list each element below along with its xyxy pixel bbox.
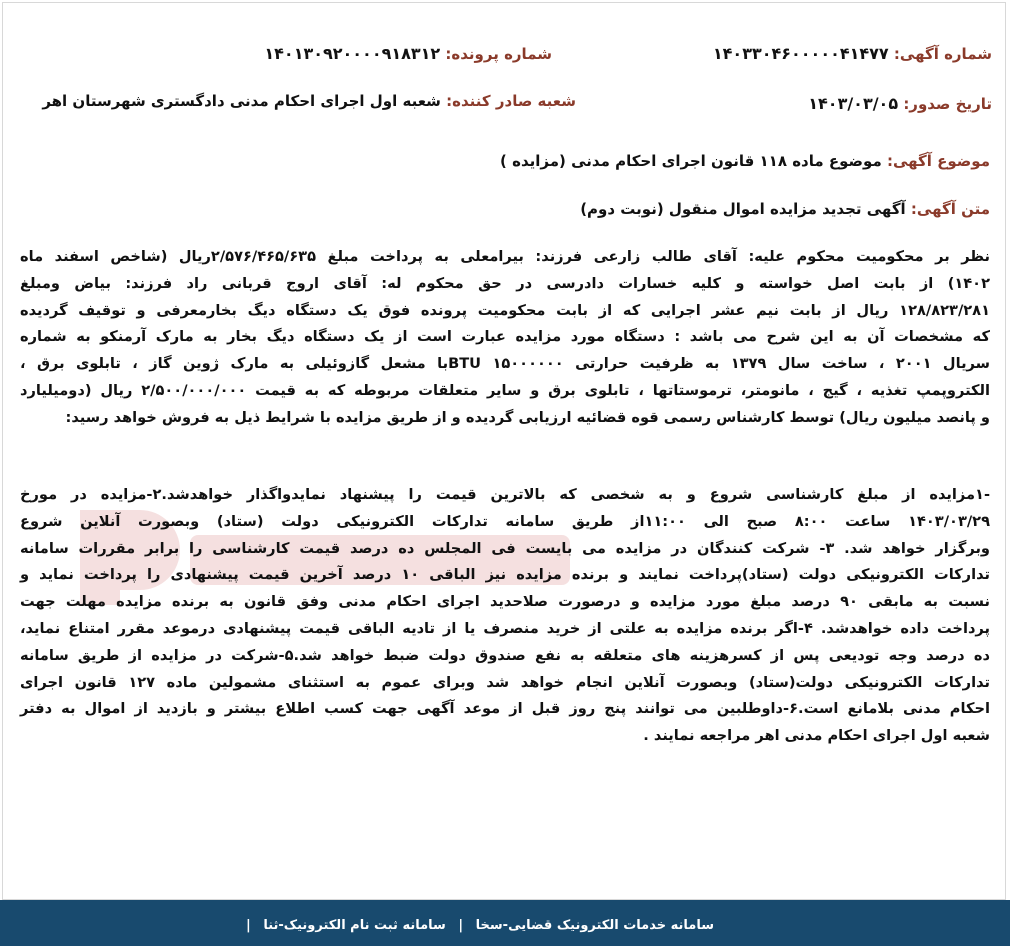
footer-separator: | (458, 918, 464, 933)
paragraph-auction-conditions (20, 482, 990, 750)
paragraph-line: الکتروپمپ تغذیه ، گیج ، مانومتر، ترموستاتها ، تابلوی برق و سایر متعلقات مربوطه که به قیمت ۲/۵۰۰/۰۰۰/۰۰۰ ریال (دومیلیارد (20, 381, 990, 399)
issue-date-label: تاریخ صدور: (903, 95, 992, 113)
announcement-frame (2, 2, 1006, 900)
paragraph-line: نسبت به مابقی ۹۰ درصد مبلغ مورد مزایده و درصورت صلاحدید اجرای احکام مدنی وفق قانون به برنده مزایده مهلت جهت (20, 593, 990, 611)
case-number-row (264, 44, 552, 63)
text-title-row (580, 200, 990, 218)
subject-label: موضوع آگهی: (886, 152, 990, 170)
paragraph-line: ۱۴۰۲) از بابت اصل خواسته و کلیه خسارات دادرسی در حق محکوم له: آقای اروج قربانی راد فرزند: بیاض ومبلغ (20, 274, 990, 292)
issue-date-row (808, 94, 992, 113)
paragraph-line: -۱مزایده از مبلغ کارشناسی شروع و به شخصی که بالاترین قیمت را پیشنهاد نمایدواگذار خواهدشد.۲-مزایده در مورخ (20, 486, 990, 503)
paragraph-line: که مشخصات آن به این شرح می باشد : دستگاه مورد مزایده عبارت است از یک دستگاه دیگ بخار به مارک آرمنکو به شماره (20, 328, 990, 346)
paragraph-line: پرداخت داده خواهدشد. ۴-اگر برنده مزایده به علتی از خرید منصرف یا از تادیه الباقی قیمت پیشنهادی درموعد مقرر امتناع نماید، (20, 619, 990, 637)
text-title: آگهی تجدید مزایده اموال منقول (نوبت دوم) (580, 200, 906, 218)
paragraph-line: احکام مدنی بلامانع است.۶-داوطلبین می توانند پنج روز قبل از موعد آگهی جهت کسب اطلاع بیشتر و بازدید از اموال به دفتر (20, 700, 990, 718)
ad-number-label: شماره آگهی: (893, 45, 992, 63)
paragraph-line: ۱۲۸/۸۲۳/۲۸۱ ریال از بابت نیم عشر اجرایی که از بابت محکومیت پرونده فوق یک دستگاه دیگ بخارمعرفی و توقیف گردیده (20, 301, 990, 319)
ad-number-row (713, 44, 992, 63)
paragraph-case-details (20, 244, 990, 432)
paragraph-line: تدارکات الکترونیکی دولت (ستاد)پرداخت نمایند و برنده مزایده نیز الباقی ۱۰ درصد آخرین قیمت پیشنهادی را پرداخت نماید و (20, 566, 990, 584)
issue-date-value: ۱۴۰۳/۰۳/۰۵ (808, 94, 899, 113)
paragraph-line: سریال ۲۰۰۱ ، ساخت سال ۱۳۷۹ به ظرفیت حرارتی ۱۵۰۰۰۰۰۰ BTUبا مشعل گازوئیلی به مارک ژوین گاز ، تابلوی برق ، (20, 355, 990, 373)
branch-label: شعبه صادر کننده: (446, 92, 576, 110)
case-number-label: شماره پرونده: (445, 45, 552, 63)
branch-row (42, 92, 576, 110)
paragraph-line: ده درصد وجه تودیعی پس از کسرهزینه های متعلقه به نفع صندوق دولت ضبط خواهد شد.۵-شرکت در مزایده از طریق سامانه (20, 646, 990, 664)
paragraph-line: تدارکات الکترونیکی دولت(ستاد) وبصورت آنلاین انجام خواهد شد وبرای عموم به استثنای مشمولین ماده ۱۲۷ قانون اجرای (20, 673, 990, 691)
text-label: متن آگهی: (910, 200, 990, 218)
footer-link-sana[interactable]: سامانه ثبت نام الکترونیک-ثنا (263, 918, 446, 933)
paragraph-line: وبرگزار خواهد شد. ۳- شرکت کنندگان در مزایده می بایست فی المجلس ده درصد قیمت کارشناسی را برابر مقررات سامانه (20, 539, 990, 557)
subject-row (500, 152, 990, 170)
subject-value: موضوع ماده ۱۱۸ قانون اجرای احکام مدنی (مزایده ) (500, 152, 882, 170)
paragraph-line: نظر بر محکومیت محکوم علیه: آقای طالب زارعی فرزند: بیرامعلی به پرداخت مبلغ ۲/۵۷۶/۴۶۵/۶۳۵ریال (شاخص اسفند ماه (20, 248, 990, 265)
footer-link-sakha[interactable]: سامانه خدمات الکترونیک قضایی-سخا (475, 918, 714, 933)
ad-number-value: ۱۴۰۳۳۰۴۶۰۰۰۰۰۴۱۴۷۷ (712, 44, 889, 63)
paragraph-line: و پانصد میلیون ریال) توسط کارشناس رسمی قوه قضائیه ارزیابی گردیده و از طریق مزایده با شرایط ذیل به فروش خواهد رسید: (65, 408, 990, 426)
footer-separator-end: | (246, 918, 251, 933)
branch-value: شعبه اول اجرای احکام مدنی دادگستری شهرستان اهر (42, 92, 441, 110)
paragraph-line: ۱۴۰۳/۰۳/۲۹ ساعت ۸:۰۰ صبح الی ۱۱:۰۰از طریق سامانه تدارکات الکترونیکی دولت (ستاد) وبصورت آنلاین شروع (20, 512, 990, 530)
case-number-value: ۱۴۰۱۳۰۹۲۰۰۰۰۹۱۸۳۱۲ (264, 44, 441, 63)
paragraph-line: شعبه اول اجرای احکام مدنی اهر مراجعه نمایند . (643, 727, 990, 745)
footer-links (242, 918, 718, 933)
